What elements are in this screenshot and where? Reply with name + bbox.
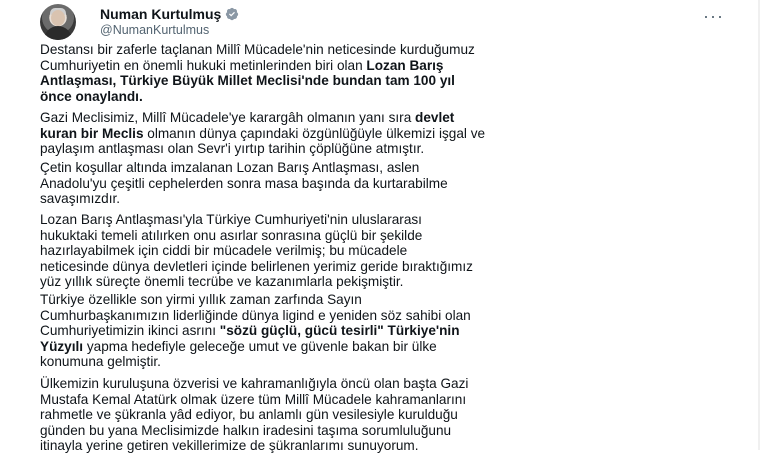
- p2-line-2b: olmanın dünya çapındaki özgünlüğüyle ülkemizi işgal ve: [143, 125, 486, 141]
- p1-line-4: önce onaylandı.: [40, 88, 143, 104]
- p3-line-1: Çetin koşullar altında imzalanan Lozan Barış Antlaşması, aslen: [40, 160, 420, 175]
- p1-line-1: Destansı bir zaferle taçlanan Millî Mücadele'nin neticesinde kurduğumuz: [40, 42, 475, 57]
- p2-line-3: paylaşım antlaşması olan Sevr'i yırtıp tarihin çöplüğüne atmıştır.: [40, 141, 425, 156]
- paragraph-5: [40, 292, 471, 370]
- p1-line-2a: Cumhuriyetin en önemli hukuki metinlerinden biri olan: [40, 57, 367, 73]
- paragraph-2: [40, 110, 485, 157]
- p5-line-5: konumuna gelmiştir.: [40, 354, 161, 369]
- paragraph-1: [40, 42, 475, 104]
- p4-line-4: neticesinde dünya devletleri içinde belirlenen yerimiz geride bıraktığımız: [40, 258, 473, 274]
- p5-line-2: Cumhurbaşkanımızın liderliğinde dünya ligind e yeniden söz sahibi olan: [40, 307, 471, 323]
- p1-line-2b: Lozan Barış: [366, 57, 444, 73]
- paragraph-3: [40, 160, 448, 207]
- p5-line-4a: Yüzyılı: [40, 338, 84, 354]
- avatar[interactable]: [40, 4, 76, 40]
- p3-line-3: savaşımızdır.: [40, 191, 121, 206]
- p2-line-1a: Gazi Meclisimiz, Millî Mücadele'ye karargâh olmanın yanı sıra: [40, 110, 416, 125]
- p6-line-3: rahmetle ve şükranla yâd ediyor, bu anlamlı gün vesilesiyle kurulduğu: [40, 407, 458, 422]
- avatar-face: [51, 10, 65, 26]
- p1-line-3: Antlaşması, Türkiye Büyük Millet Meclisi'nde bundan tam 100 yıl: [40, 73, 455, 88]
- paragraph-6: [40, 376, 468, 454]
- p2-line-2a: kuran bir Meclis: [40, 125, 144, 141]
- p3-line-2: Anadolu'yu çeşitli cephelerden sonra masa başında da kurtarabilme: [40, 175, 448, 191]
- avatar-shoulders: [44, 26, 72, 40]
- p5-line-1: Türkiye özellikle son yirmi yıllık zaman zarfında Sayın: [40, 292, 362, 307]
- more-options-icon[interactable]: ···: [703, 6, 724, 26]
- handle[interactable]: @NumanKurtulmus: [100, 23, 210, 37]
- p5-line-3b: "sözü güçlü, gücü tesirli" Türkiye'nin: [219, 323, 460, 338]
- p4-line-1: Lozan Barış Antlaşması'yla Türkiye Cumhuriyeti'nin uluslararası: [40, 212, 422, 227]
- p6-line-4: günden bu yana Meclisimizde halkın iradesini taşıma sorumluluğunu: [40, 422, 452, 438]
- p4-line-3: hazırlayabilmek için ciddi bir mücadele verilmiş; bu mücadele: [40, 243, 408, 258]
- tweet-header: [40, 4, 730, 40]
- p6-line-2: Mustafa Kemal Atatürk olmak üzere tüm Millî Mücadele kahramanlarını: [40, 391, 467, 407]
- verified-badge-icon: [225, 7, 239, 21]
- p4-line-5: yüz yıllık süreçte önemli tecrübe ve kazanımlarla pekişmiştir.: [40, 274, 404, 289]
- p2-line-1b: devlet: [415, 110, 455, 125]
- p6-line-5: itinayla yerine getiren vekillerimize de şükranlarımı sunuyorum.: [40, 438, 419, 453]
- p5-line-3a: Cumhuriyetimizin ikinci asrını: [40, 323, 220, 338]
- p4-line-2: hukuktaki temeli atılırken onu asırlar sonrasına güçlü bir şekilde: [40, 227, 423, 243]
- p5-line-4b: yapma hedefiyle geleceğe umut ve güvenle bakan bir ülke: [83, 338, 437, 354]
- paragraph-4: [40, 212, 473, 290]
- name-row: [100, 5, 239, 23]
- p6-line-1: Ülkemizin kuruluşuna özverisi ve kahramanlığıyla öncü olan başta Gazi: [40, 376, 469, 391]
- display-name[interactable]: Numan Kurtulmuş: [100, 6, 222, 22]
